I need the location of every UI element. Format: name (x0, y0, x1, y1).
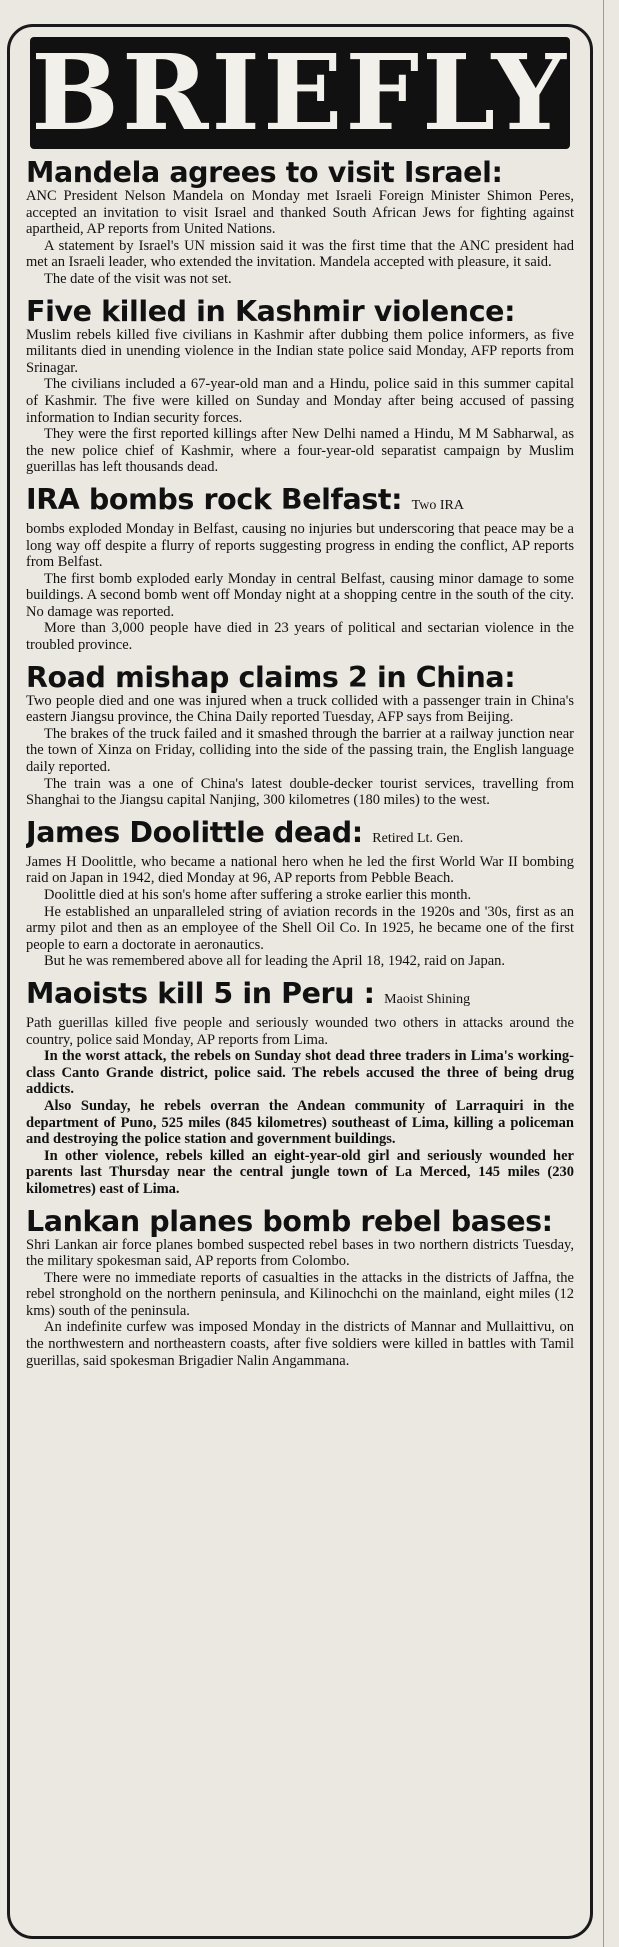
brief-paragraph: Shri Lankan air force planes bombed suspected rebel bases in two northern districts Tuesday, the military spokesman said, AP reports from Colombo. (26, 1236, 574, 1270)
brief-paragraph: Two people died and one was injured when a truck collided with a passenger train in China's eastern Jiangsu province, the China Daily reported Tuesday, AFP says from Beijing. (26, 692, 574, 726)
brief-paragraph: More than 3,000 people have died in 23 years of political and sectarian violence in the troubled province. (26, 620, 574, 654)
news-brief (26, 484, 574, 654)
brief-paragraph: bombs exploded Monday in Belfast, causing no injuries but underscoring that peace may be a long way off despite a flurry of reports suggesting progress in ending the conflict, AP reports from Belfast. (26, 520, 574, 571)
brief-headline (26, 296, 574, 327)
brief-headline (26, 157, 574, 188)
brief-paragraph: James H Doolittle, who became a national hero when he led the first World War II bombing raid on Japan in 1942, died Monday at 96, AP reports from Pebble Beach. (26, 853, 574, 887)
brief-paragraph: The date of the visit was not set. (44, 270, 232, 287)
brief-paragraph: Also Sunday, he rebels overran the Andean community of Larraquiri in the department of Puno, 525 miles (845 kilometres) southeast of Lima, killing a policeman and destroying the police station and government buildings. (26, 1097, 574, 1148)
brief-paragraph: ANC President Nelson Mandela on Monday met Israeli Foreign Minister Shimon Peres, accepted an invitation to visit Israel and thanked South African Jews for fighting against apartheid, AP reports from United Nations. (26, 188, 574, 238)
news-brief (26, 662, 574, 809)
headline-text: Road mishap claims 2 in China: (26, 661, 516, 693)
brief-paragraph: He established an unparalleled string of aviation records in the 1920s and '30s, first as an army pilot and then as an employee of the Shell Oil Co. In 1925, he became one of the first people to earn a doctorate in aeronautics. (26, 903, 574, 953)
headline-text: Lankan planes bomb rebel bases: (26, 1205, 553, 1237)
brief-paragraph: They were the first reported killings after New Delhi named a Hindu, M M Sabharwal, as the new police chief of Kashmir, where a four-year-old separatist campaign by Muslim guerillas has left thousands dead. (26, 426, 574, 476)
brief-headline (26, 817, 574, 854)
brief-paragraph: But he was remembered above all for leading the April 18, 1942, raid on Japan. (44, 953, 506, 970)
headline-text: James Doolittle dead: (26, 816, 363, 849)
brief-paragraph: Doolittle died at his son's home after suffering a stroke earlier this month. (44, 887, 472, 903)
headline-text: Mandela agrees to visit Israel: (26, 157, 503, 188)
news-brief (26, 1206, 574, 1370)
masthead-title: BRIEFLY (31, 37, 569, 149)
brief-paragraph: There were no immediate reports of casualties in the attacks in the districts of Jaffna, the rebel stronghold on the northern peninsula, and Kilinochchi on the mainland, eight miles (12 kms) south of the peninsula. (26, 1269, 574, 1319)
headline-text: Five killed in Kashmir violence: (26, 295, 516, 327)
headline-text: Maoists kill 5 in Peru : (26, 977, 375, 1010)
news-brief (26, 978, 574, 1198)
brief-headline (26, 662, 574, 693)
brief-paragraph: The civilians included a 67-year-old man and a Hindu, police said in this summer capital of Kashmir. The five were killed on Sunday and Monday after being accused of passing information to Indian security forces. (26, 376, 574, 426)
brief-paragraph: In the worst attack, the rebels on Sunday shot dead three traders in Lima's working-class Canto Grande district, police said. The rebels accused the three of being drug addicts. (26, 1048, 574, 1098)
brief-headline (26, 1206, 574, 1237)
headline-text: IRA bombs rock Belfast: (26, 483, 403, 516)
brief-paragraph: The train was a one of China's latest double-decker tourist services, travelling from Shanghai to the Jiangsu capital Nanjing, 300 kilometres (180 miles) to the west. (26, 775, 574, 809)
news-brief (26, 817, 574, 970)
brief-headline (26, 484, 574, 521)
brief-paragraph: The first bomb exploded early Monday in central Belfast, causing minor damage to some buildings. A second bomb went off Monday night at a shopping centre in the south of the city. No damage was reported. (26, 570, 574, 620)
brief-headline (26, 978, 574, 1015)
briefly-box (7, 24, 593, 1939)
stories-column (26, 157, 574, 1369)
brief-paragraph: Muslim rebels killed five civilians in Kashmir after dubbing them police informers, as five militants died in unending violence in the Indian state police said Monday, AFP reports from Srinagar. (26, 326, 574, 376)
brief-paragraph: A statement by Israel's UN mission said it was the first time that the ANC president had met an Israeli leader, who extended the invitation. Mandela accepted with pleasure, it said. (26, 237, 574, 271)
lead-text: Two IRA (411, 497, 464, 513)
brief-paragraph: An indefinite curfew was imposed Monday in the districts of Mannar and Mullaittivu, on the northwestern and northeastern coasts, after five soldiers were killed in battles with Tamil guerillas, said spokesman Brigadier Nalin Angammana. (26, 1319, 574, 1369)
brief-paragraph: The brakes of the truck failed and it smashed through the barrier at a railway junction near the town of Xinza on Friday, colliding into the side of the passing train, the English language daily reported. (26, 725, 574, 776)
lead-text: Retired Lt. Gen. (372, 830, 464, 846)
lead-text: Maoist Shining (384, 991, 471, 1007)
news-brief (26, 157, 574, 288)
brief-paragraph: Path guerillas killed five people and seriously wounded two others in attacks around the country, police said Monday, AP reports from Lima. (26, 1014, 574, 1048)
masthead-banner (30, 37, 570, 149)
brief-paragraph: In other violence, rebels killed an eight-year-old girl and seriously wounded her parents last Thursday near the central jungle town of La Merced, 145 miles (230 kilometres) east of Lima. (26, 1147, 574, 1197)
adjacent-column-edge (603, 0, 619, 1947)
news-brief (26, 296, 574, 476)
